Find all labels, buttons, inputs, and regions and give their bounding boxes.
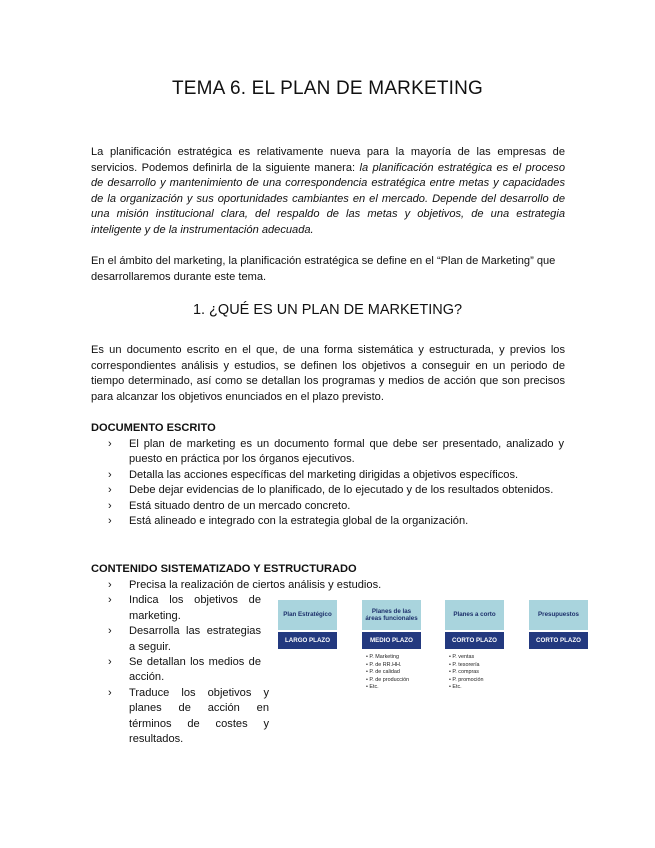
- list-item: • P. tesorería: [449, 662, 483, 670]
- short-term-plans-list: [449, 654, 483, 692]
- diagram-box-presupuestos: [529, 600, 588, 650]
- list-item: › Indica los objetivos de marketing.: [108, 594, 261, 622]
- bullet-icon: ›: [108, 438, 112, 450]
- diagram-box-areas-funcionales: [362, 600, 421, 650]
- list-item: • P. Marketing: [366, 654, 409, 662]
- list-item: • P. de calidad: [366, 669, 409, 677]
- list-item: • P. promoción: [449, 677, 483, 685]
- diagram-box-term: CORTO PLAZO: [529, 632, 588, 649]
- functional-plans-list: [366, 654, 409, 692]
- diagram-box-planes-corto: [445, 600, 504, 650]
- documento-escrito-heading: DOCUMENTO ESCRITO: [91, 422, 216, 434]
- list-item: › Traduce los objetivos y planes de acción en términos de costes y resultados.: [108, 686, 269, 746]
- intro-text: La planificación estratégica es relativamente nueva para la mayoría de las empresas de servicios. Podemos definirla de la siguiente manera:: [91, 146, 565, 174]
- list-item: › Se detallan los medios de acción.: [108, 656, 261, 684]
- diagram-box-term: LARGO PLAZO: [278, 632, 337, 649]
- list-item: • P. de producción: [366, 677, 409, 685]
- section-1-title: 1. ¿QUÉ ES UN PLAN DE MARKETING?: [192, 302, 463, 318]
- list-item: › Desarrolla las estrategias a seguir.: [108, 625, 261, 653]
- documento-escrito-list: [108, 437, 564, 529]
- list-item: › Está situado dentro de un mercado concreto.: [108, 499, 564, 514]
- section-1-paragraph: Es un documento escrito en el que, de una forma sistemática y estructurada, y previos los correspondientes análisis y estudios, se definen los objetivos a conseguir en un periodo de tiempo determinado, así como se detallan los programas y medios de acción que son precisos para alcanzar los objetivos enunciados en el plazo previsto.: [91, 344, 565, 403]
- bullet-icon: ›: [108, 468, 112, 481]
- diagram-box-plan-estrategico: [278, 600, 337, 650]
- bullet-icon: ›: [108, 594, 112, 607]
- bullet-icon: ›: [108, 499, 112, 512]
- intro-paragraph: [91, 145, 565, 239]
- diagram-box-title: Planes de las áreas funcionales: [362, 600, 421, 630]
- list-item: › Está alineado e integrado con la estrategia global de la organización.: [108, 514, 564, 529]
- bullet-icon: ›: [108, 579, 112, 591]
- diagram-box-title: Planes a corto: [445, 600, 504, 630]
- planning-diagram: [278, 600, 590, 700]
- bullet-icon: ›: [108, 625, 112, 638]
- diagram-box-term: MEDIO PLAZO: [362, 632, 421, 649]
- list-item: • Etc.: [449, 684, 483, 692]
- contenido-heading: CONTENIDO SISTEMATIZADO Y ESTRUCTURADO: [91, 563, 357, 575]
- diagram-box-title: Plan Estratégico: [278, 600, 337, 630]
- diagram-box-title: Presupuestos: [529, 600, 588, 630]
- page-title: TEMA 6. EL PLAN DE MARKETING: [171, 78, 484, 99]
- intro-definition: la planificación estratégica es el proceso de desarrollo y mantenimiento de una correspondencia estratégica entre metas y capacidades de la organización y sus oportunidades cambiantes en el mercado. Depende del desarrollo de una misión institucional clara, del respaldo de las metas y objetivos, de una estrategia inteligente y de la instrumentación adecuada.: [91, 161, 566, 236]
- bullet-icon: ›: [108, 686, 112, 699]
- bullet-icon: ›: [108, 515, 112, 528]
- diagram-box-term: CORTO PLAZO: [445, 632, 504, 649]
- bullet-icon: ›: [108, 484, 112, 497]
- list-item: • Etc.: [366, 684, 409, 692]
- list-item: • P. ventas: [449, 654, 483, 662]
- list-item: › Precisa la realización de ciertos análisis y estudios.: [108, 578, 409, 593]
- list-item: › El plan de marketing es un documento formal que debe ser presentado, analizado y puesto en práctica por los órganos ejecutivos.: [108, 438, 564, 466]
- list-item: • P. compras: [449, 669, 483, 677]
- bullet-icon: ›: [108, 656, 112, 669]
- list-item: › Debe dejar evidencias de lo planificado, de lo ejecutado y de los resultados obtenidos.: [108, 483, 564, 498]
- list-item: › Detalla las acciones específicas del marketing dirigidas a objetivos específicos.: [108, 468, 564, 483]
- list-item: • P. de RR.HH.: [366, 662, 409, 670]
- marketing-plan-paragraph: En el ámbito del marketing, la planificación estratégica se define en el “Plan de Marketing” que desarrollaremos durante este tema.: [91, 255, 556, 283]
